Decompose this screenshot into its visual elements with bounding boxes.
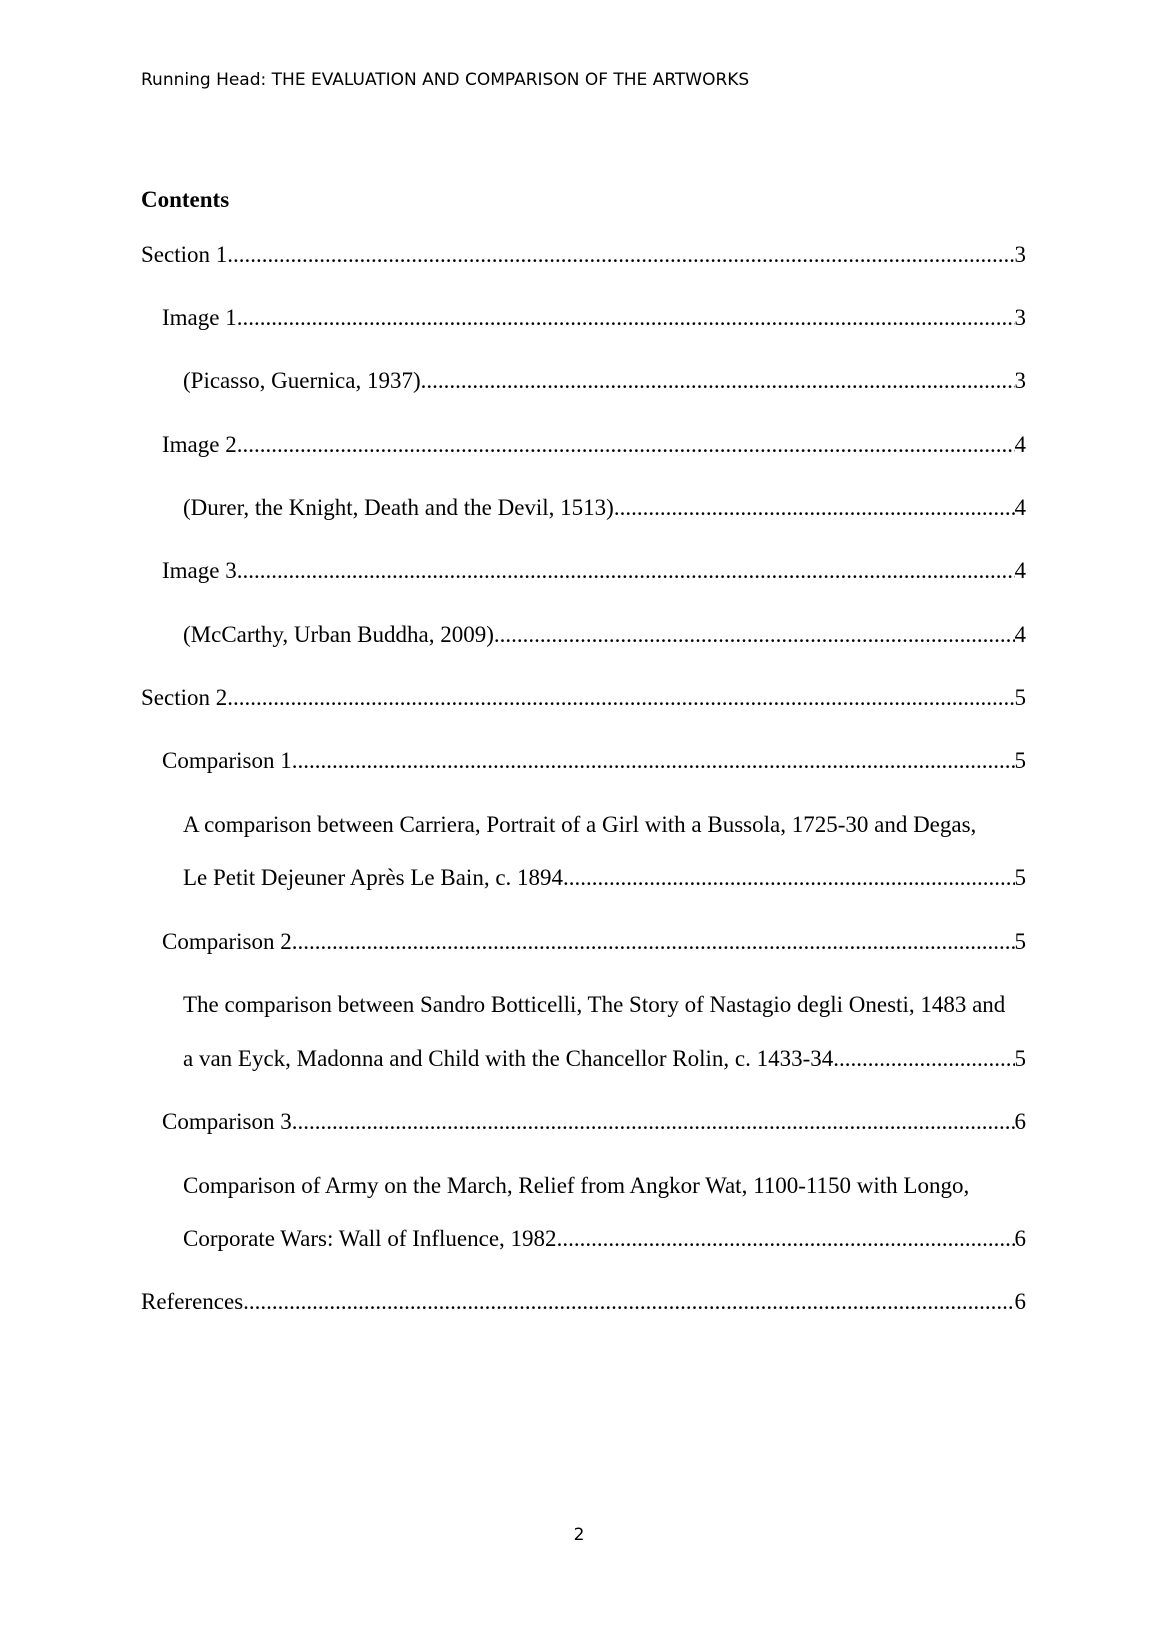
toc-dot-leader xyxy=(833,1046,1014,1072)
toc-entry-angkor-longo[interactable] xyxy=(183,1226,1026,1252)
toc-page-number: 5 xyxy=(1014,929,1026,954)
toc-entry-label: (Durer, the Knight, Death and the Devil, 1513) xyxy=(183,495,614,520)
toc-entry-label: Comparison 2 xyxy=(162,929,292,954)
toc-page-number: 6 xyxy=(1014,1109,1026,1134)
toc-entry-label: (McCarthy, Urban Buddha, 2009) xyxy=(183,622,494,647)
toc-entry-label: Section 2 xyxy=(141,685,228,710)
toc-page-number: 5 xyxy=(1014,685,1026,710)
toc-entry-label: Comparison 1 xyxy=(162,748,292,773)
toc-entry-carriera-degas[interactable] xyxy=(183,865,1026,891)
toc-dot-leader xyxy=(237,558,1015,584)
toc-page-number: 6 xyxy=(1014,1226,1026,1251)
toc-page-number: 6 xyxy=(1014,1289,1026,1314)
toc-page-number: 4 xyxy=(1014,495,1026,520)
toc-entry-image-2[interactable] xyxy=(162,432,1026,458)
toc-page-number: 5 xyxy=(1014,865,1026,890)
toc-page-number: 3 xyxy=(1014,305,1026,330)
page-number: 2 xyxy=(573,1525,585,1545)
toc-entry-label: Image 1 xyxy=(162,305,237,330)
toc-entry-label: Image 3 xyxy=(162,558,237,583)
toc-page-number: 5 xyxy=(1014,748,1026,773)
toc-page-number: 4 xyxy=(1014,558,1026,583)
toc-title: Contents xyxy=(141,187,230,212)
toc-entry-label: Image 2 xyxy=(162,432,237,457)
toc-entry-label: Section 1 xyxy=(141,242,228,267)
toc-dot-leader xyxy=(227,685,1014,711)
toc-entry-botticelli-vaneyck[interactable] xyxy=(183,1046,1026,1072)
toc-entry-label: Comparison 3 xyxy=(162,1109,292,1134)
toc-entry-comparison-2[interactable] xyxy=(162,929,1026,955)
toc-entry-section-2[interactable] xyxy=(141,685,1026,711)
toc-entry-label: Corporate Wars: Wall of Influence, 1982 xyxy=(183,1226,557,1251)
toc-dot-leader xyxy=(292,1109,1015,1135)
toc-dot-leader xyxy=(237,305,1015,331)
toc-entry-label: (Picasso, Guernica, 1937) xyxy=(183,368,421,393)
toc-dot-leader xyxy=(494,622,1015,648)
toc-page-number: 3 xyxy=(1014,242,1026,267)
toc-page-number: 4 xyxy=(1014,432,1026,457)
toc-dot-leader xyxy=(614,495,1015,521)
toc-page-number: 5 xyxy=(1014,1046,1026,1071)
toc-entry-picasso[interactable] xyxy=(183,368,1026,394)
toc-dot-leader xyxy=(243,1289,1014,1315)
toc-entry-botticelli-vaneyck-line1[interactable]: The comparison between Sandro Botticelli, The Story of Nastagio degli Onesti, 1483 and xyxy=(183,992,1006,1017)
toc-dot-leader xyxy=(421,368,1015,394)
toc-entry-comparison-1[interactable] xyxy=(162,748,1026,774)
toc-dot-leader xyxy=(227,242,1014,268)
toc-entry-label: Le Petit Dejeuner Après Le Bain, c. 1894 xyxy=(183,865,564,890)
toc-page-number: 4 xyxy=(1014,622,1026,647)
running-head: Running Head: THE EVALUATION AND COMPARISON OF THE ARTWORKS xyxy=(141,70,750,90)
toc-entry-durer[interactable] xyxy=(183,495,1026,521)
toc-entry-angkor-longo-line1[interactable]: Comparison of Army on the March, Relief from Angkor Wat, 1100-1150 with Longo, xyxy=(183,1173,970,1198)
toc-entry-label: a van Eyck, Madonna and Child with the Chancellor Rolin, c. 1433-34 xyxy=(183,1046,834,1071)
toc-entry-label: References xyxy=(141,1289,244,1314)
toc-page-number: 3 xyxy=(1014,368,1026,393)
toc-entry-carriera-degas-line1[interactable]: A comparison between Carriera, Portrait of a Girl with a Bussola, 1725-30 and Degas, xyxy=(183,812,977,837)
toc-dot-leader xyxy=(292,748,1015,774)
toc-dot-leader xyxy=(292,929,1015,955)
toc-entry-comparison-3[interactable] xyxy=(162,1109,1026,1135)
toc-dot-leader xyxy=(563,865,1014,891)
toc-entry-section-1[interactable] xyxy=(141,242,1026,268)
toc-entry-mccarthy[interactable] xyxy=(183,622,1026,648)
toc-dot-leader xyxy=(557,1226,1015,1252)
toc-entry-image-3[interactable] xyxy=(162,558,1026,584)
toc-entry-references[interactable] xyxy=(141,1289,1026,1315)
toc-entry-image-1[interactable] xyxy=(162,305,1026,331)
toc-dot-leader xyxy=(237,432,1015,458)
